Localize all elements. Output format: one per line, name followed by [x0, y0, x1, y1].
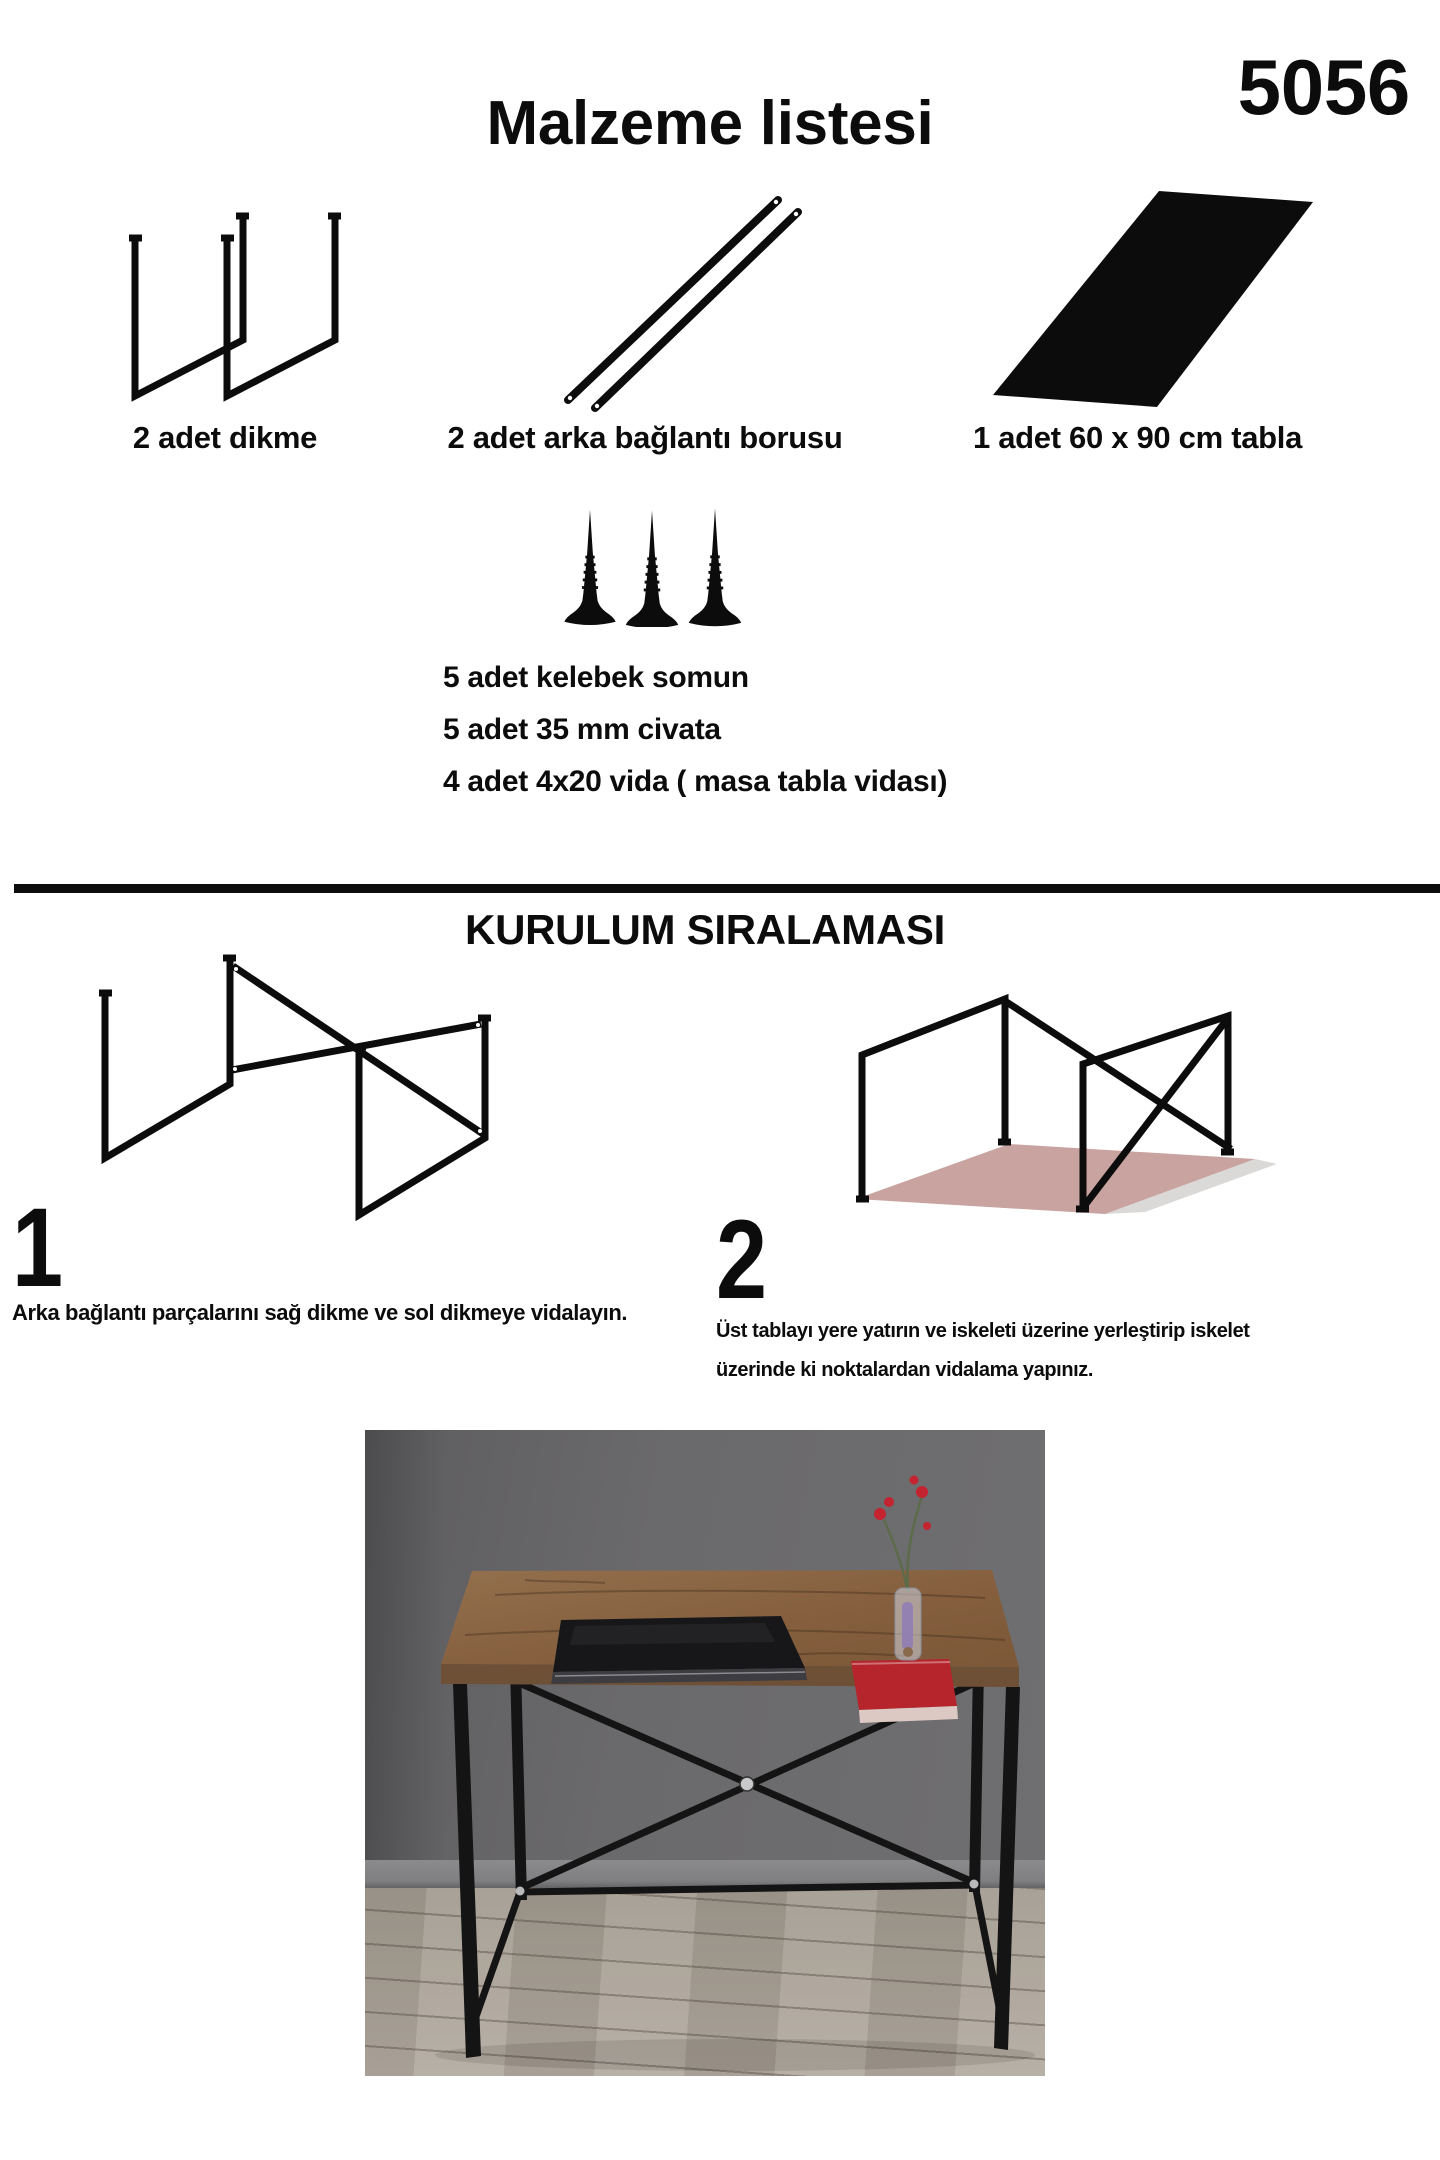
hardware-line: 5 adet kelebek somun	[443, 661, 749, 694]
material-label-boru: 2 adet arka bağlantı borusu	[447, 420, 843, 455]
section-divider	[14, 884, 1440, 893]
desk-illustration	[365, 1430, 1045, 2076]
hardware-list	[443, 652, 947, 808]
material-label-tabla: 1 adet 60 x 90 cm tabla	[972, 420, 1303, 455]
material-label-dikme: 2 adet dikme	[132, 420, 318, 455]
step2-frame-diagram	[845, 940, 1315, 1230]
hardware-line: 4 adet 4x20 vida ( masa tabla vidası)	[443, 765, 948, 798]
hardware-line: 5 adet 35 mm civata	[443, 713, 721, 746]
page-title: Malzeme listesi	[486, 89, 934, 158]
upright-frames-icon	[105, 198, 370, 418]
step1-number: 1	[12, 1185, 63, 1310]
screws-icon	[552, 492, 752, 627]
model-number: 5056	[1237, 43, 1410, 131]
product-photo	[365, 1430, 1045, 2076]
step2-caption: Üst tablayı yere yatırın ve iskeleti üzerine yerleştirip iskelet üzerinde ki noktalardan vidalama yapınız.	[716, 1320, 1250, 1381]
tabletop-panel-icon	[975, 178, 1325, 416]
assembly-section-title: KURULUM SIRALAMASI	[465, 906, 945, 953]
step1-frame-diagram	[85, 950, 505, 1230]
step1-caption: Arka bağlantı parçalarını sağ dikme ve sol dikmeye vidalayın.	[12, 1300, 628, 1325]
back-connector-tubes-icon	[550, 182, 810, 417]
step2-number: 2	[716, 1197, 767, 1322]
